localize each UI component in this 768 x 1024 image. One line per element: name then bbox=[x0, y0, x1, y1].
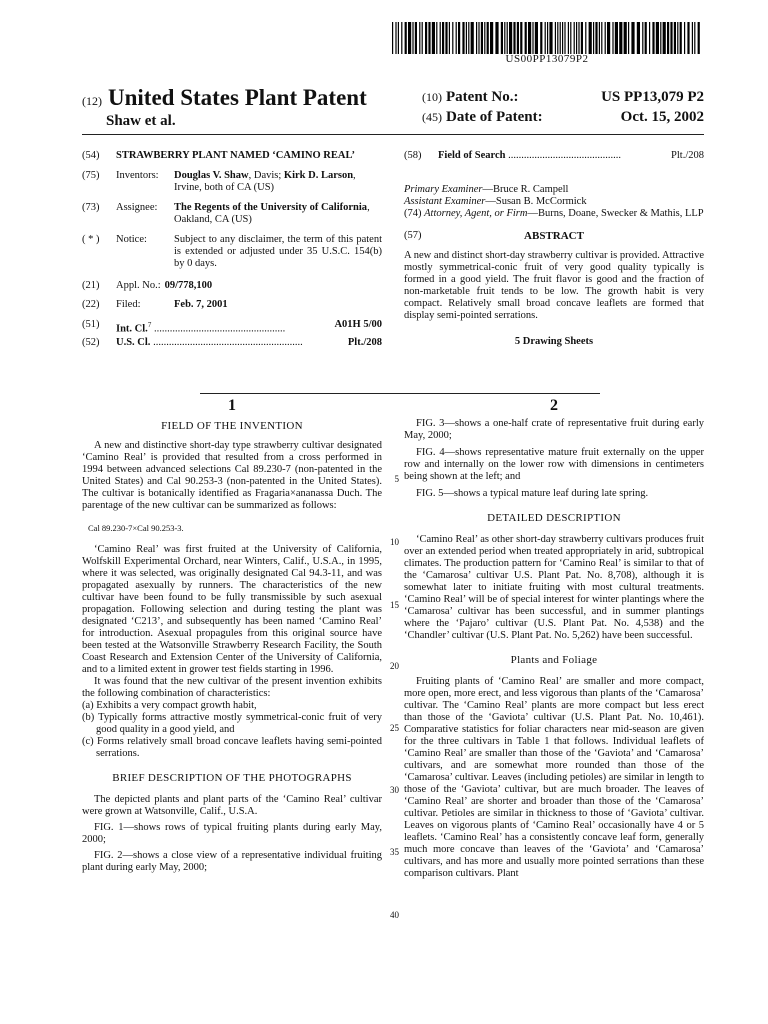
attorney-label: Attorney, Agent, or Firm bbox=[424, 208, 528, 219]
foliage-paragraph: Fruiting plants of ‘Camino Real’ are smaller and more compact, more open, more erect, and less vigorous than plants of the ‘Camarosa’ cultivar. The ‘Camino Real’ plants are more compact but less erect than those of the ‘Gaviota’ cultivar (U.S. Plant Pat. No. 10,461). Comparative statistics for foliar characters near mid-season are given for the three cultivars in Table 1 that follows. Individual leaflets of ‘Camino Real’ are smaller than those of the ‘Gaviota’ and ‘Camarosa’ cultivars, and are somewhat more rounded than those of the ‘Camarosa’ cultivar. Leaves (including petioles) are similar in length to those of the ‘Gaviota’ cultivar, but are much broader. The leaves of ‘Camino Real’ are shorter and broader than those of the ‘Camarosa’ cultivar. Petioles are similar in thickness to those of ‘Gaviota’ cultivar. Leaves on vigorous plants of ‘Camino Real’ occasionally have 4 or 5 leaflets. ‘Camino Real’ has a consistently concave leaf form, generally much more concave than leaves of the ‘Gaviota’ and ‘Camarosa’ cultivars, and has more and usually more pointed serrations than these comparison cultivars. Plant bbox=[404, 676, 704, 879]
column-1 bbox=[82, 397, 382, 874]
barcode-bar bbox=[468, 22, 469, 54]
barcode-bar bbox=[656, 22, 659, 54]
assistant-examiner bbox=[404, 196, 704, 208]
barcode-bar bbox=[599, 22, 600, 54]
fig-3-description: FIG. 3—shows a one-half crate of representative fruit during early May, 2000; bbox=[404, 418, 704, 441]
barcode-bar bbox=[422, 22, 423, 54]
appl-no-label: Appl. No.: bbox=[116, 280, 161, 291]
barcode-bar bbox=[570, 22, 571, 54]
barcode-bar bbox=[607, 22, 610, 54]
barcode-bar bbox=[642, 22, 643, 54]
barcode-bar bbox=[425, 22, 427, 54]
line-number-25: 25 bbox=[390, 723, 399, 733]
barcode-bar bbox=[677, 22, 678, 54]
barcode bbox=[392, 22, 702, 54]
barcode-bar bbox=[660, 22, 661, 54]
heading-detailed-description: DETAILED DESCRIPTION bbox=[487, 512, 621, 524]
patent-number: US PP13,079 P2 bbox=[601, 89, 704, 105]
code-54: (54) bbox=[82, 150, 100, 161]
us-cl-dots: ......................................................... bbox=[150, 336, 303, 348]
barcode-bar bbox=[547, 22, 548, 54]
parentage-formula: Cal 89.230-7×Cal 90.253-3. bbox=[88, 523, 184, 533]
characteristic-c: (c) Forms relatively small broad concave leaflets having semi-pointed serrations. bbox=[82, 736, 382, 759]
assignee-name: The Regents of the University of California bbox=[174, 202, 368, 213]
inventor-sep: , Davis; bbox=[248, 170, 284, 181]
assistant-examiner-value: —Susan B. McCormick bbox=[485, 196, 587, 207]
assistant-examiner-label: Assistant Examiner bbox=[404, 196, 486, 207]
barcode-bar bbox=[612, 22, 613, 54]
heading-plants-and-foliage: Plants and Foliage bbox=[510, 654, 598, 666]
int-cl-sup: 7 bbox=[147, 321, 152, 329]
barcode-bar bbox=[481, 22, 483, 54]
barcode-bar bbox=[593, 22, 594, 54]
assignee-label: Assignee: bbox=[116, 202, 158, 213]
barcode-bar bbox=[392, 22, 393, 54]
barcode-bar bbox=[601, 22, 602, 54]
barcode-bar bbox=[509, 22, 512, 54]
field-search-row bbox=[438, 150, 667, 162]
patent-header-right bbox=[422, 89, 704, 129]
line-number-5: 5 bbox=[394, 474, 399, 484]
column-2 bbox=[404, 397, 704, 880]
column-number-2: 2 bbox=[550, 397, 558, 414]
field-search-value: Plt./208 bbox=[671, 150, 704, 161]
code-58: (58) bbox=[404, 150, 422, 161]
barcode-bar bbox=[605, 22, 606, 54]
patent-date: Oct. 15, 2002 bbox=[620, 109, 704, 125]
barcode-bar bbox=[415, 22, 417, 54]
fig-4-description: FIG. 4—shows representative mature fruit externally on the upper row and internally on the lower row with dimensions in centimeters being shown at the left; and bbox=[404, 447, 704, 482]
inventors-label: Inventors: bbox=[116, 170, 159, 181]
line-number-20: 20 bbox=[390, 661, 399, 671]
barcode-bar bbox=[495, 22, 498, 54]
bibliographic-right bbox=[404, 150, 704, 348]
barcode-bar bbox=[456, 22, 457, 54]
us-cl-value: Plt./208 bbox=[347, 336, 382, 348]
barcode-bar bbox=[589, 22, 592, 54]
barcode-bar bbox=[412, 22, 413, 54]
line-number-30: 30 bbox=[390, 785, 399, 795]
barcode-bar bbox=[649, 22, 650, 54]
barcode-bar bbox=[619, 22, 622, 54]
primary-examiner bbox=[404, 184, 704, 196]
barcode-bar bbox=[449, 22, 450, 54]
barcode-bar bbox=[458, 22, 460, 54]
barcode-bar bbox=[637, 22, 640, 54]
characteristic-b: (b) Typically forms attractive mostly symmetrical-conic fruit of very good quality in a good yield, and bbox=[82, 712, 382, 735]
barcode-bar bbox=[680, 22, 682, 54]
barcode-bar bbox=[520, 22, 522, 54]
barcode-bar bbox=[490, 22, 493, 54]
barcode-bar bbox=[432, 22, 435, 54]
barcode-bar bbox=[401, 22, 402, 54]
bibliographic-left bbox=[82, 150, 382, 349]
line-number-40: 40 bbox=[390, 910, 399, 920]
inventors-short: Shaw et al. bbox=[106, 113, 176, 129]
fig-1-description: FIG. 1—shows rows of typical fruiting plants during early May, 2000; bbox=[82, 822, 382, 845]
code-57: (57) bbox=[404, 230, 422, 241]
filed-value: Feb. 7, 2001 bbox=[174, 299, 228, 310]
barcode-bar bbox=[687, 22, 689, 54]
barcode-bar bbox=[471, 22, 474, 54]
barcode-number: US00PP13079P2 bbox=[505, 53, 589, 65]
patent-header-left bbox=[82, 85, 367, 130]
barcode-bar bbox=[436, 22, 437, 54]
filed-label: Filed: bbox=[116, 299, 141, 310]
heading-brief-description: BRIEF DESCRIPTION OF THE PHOTOGRAPHS bbox=[112, 772, 352, 784]
barcode-bar bbox=[419, 22, 420, 54]
barcode-bar bbox=[540, 22, 542, 54]
barcode-bar bbox=[452, 22, 453, 54]
code-12: (12) bbox=[82, 94, 102, 108]
invention-title: STRAWBERRY PLANT NAMED ‘CAMINO REAL’ bbox=[116, 150, 356, 161]
barcode-bar bbox=[628, 22, 629, 54]
code-51: (51) bbox=[82, 319, 100, 330]
barcode-bar bbox=[405, 22, 407, 54]
barcode-bar bbox=[517, 22, 519, 54]
code-74: (74) bbox=[404, 208, 422, 219]
barcode-bar bbox=[694, 22, 695, 54]
code-45: (45) bbox=[422, 110, 442, 124]
code-21: (21) bbox=[82, 280, 100, 291]
detailed-paragraph: ‘Camino Real’ as other short-day strawberry cultivars produces fruit over an extended period when treated appropriately in arid, subtropical climates. The production pattern for ‘Camino Real’ is similar to that of the ‘Camarosa’ cultivar U.S. Plant Pat. No. 8,708), although it is somewhat later to initiate fruiting with most cultural treatments. ‘Camino Real’ will be of special interest for winter plantings where the ‘Camarosa’ cultivar has been successful, and in summer plantings where the ‘Pajaro’ cultivar (U.S. Plant Pat. No. 4,538) and the ‘Chandler’ cultivar (U.S. Plant Pat. No. 5,262) have been successful. bbox=[404, 534, 704, 641]
assignee-value bbox=[174, 202, 382, 226]
characteristic-a: (a) Exhibits a very compact growth habit, bbox=[82, 700, 257, 711]
characteristics-intro: It was found that the new cultivar of the present invention exhibits the following combination of characteristics: bbox=[82, 676, 382, 699]
assignee-location: , Oakland, CA (US) bbox=[174, 202, 370, 225]
barcode-bar bbox=[545, 22, 546, 54]
patent-no-label: Patent No.: bbox=[446, 89, 519, 105]
barcode-bar bbox=[652, 22, 654, 54]
line-number-10: 10 bbox=[390, 537, 399, 547]
code-75: (75) bbox=[82, 170, 100, 181]
inventor-2: Kirk D. Larson bbox=[283, 170, 354, 181]
barcode-bar bbox=[549, 22, 552, 54]
origin-paragraph: ‘Camino Real’ was first fruited at the University of California, Wolfskill Experimental Orchard, near Winters, Calif., U.S.A., in 1995, where it was selected, was originally designated Cal 94.3-11, and was propagated asexually by runners. The characteristics of the new cultivar have been found to be fully transmissible by such asexual propagation. Following selection and during testing the plant was designated ‘C213’, and subsequently has been named ‘Camino Real’ for introduction. Asexual propagules from this original source have been tested at the Watsonville Strawberry Research Facility, the South Coast Research and Extension Center of the University of California, and to a limited extent in grower test fields starting in 1996. bbox=[82, 544, 382, 675]
barcode-bar bbox=[440, 22, 441, 54]
barcode-bar bbox=[615, 22, 618, 54]
inventors-location: , Irvine, both of CA (US) bbox=[174, 170, 356, 193]
barcode-bar bbox=[501, 22, 503, 54]
barcode-bar bbox=[398, 22, 399, 54]
barcode-bar bbox=[442, 22, 444, 54]
date-label: Date of Patent: bbox=[446, 109, 543, 125]
column-number-1: 1 bbox=[228, 397, 236, 414]
int-cl-row bbox=[116, 319, 330, 336]
code-73: (73) bbox=[82, 202, 100, 213]
barcode-bar bbox=[528, 22, 531, 54]
barcode-bar bbox=[581, 22, 583, 54]
line-number-15: 15 bbox=[390, 600, 399, 610]
int-cl-label: Int. Cl. bbox=[116, 323, 148, 335]
barcode-bar bbox=[560, 22, 561, 54]
barcode-bar bbox=[667, 22, 669, 54]
us-cl-label: U.S. Cl. bbox=[116, 336, 151, 348]
primary-examiner-value: —Bruce R. Campell bbox=[482, 184, 569, 195]
notice-label: Notice: bbox=[116, 234, 147, 245]
barcode-bar bbox=[576, 22, 577, 54]
barcode-bar bbox=[408, 22, 411, 54]
barcode-bar bbox=[487, 22, 489, 54]
drawing-sheets: 5 Drawing Sheets bbox=[514, 336, 594, 347]
barcode-bar bbox=[484, 22, 485, 54]
barcode-bar bbox=[478, 22, 479, 54]
inventors-value bbox=[174, 170, 382, 194]
field-paragraph: A new and distinctive short-day type strawberry cultivar designated ‘Camino Real’ is provided that resulted from a cross performed in 1994 between advanced selections Cal 89.230-7 (non-patented in the United States) and Cal 90.253-3 (non-patented in the United States). The cultivar is botanically identified as Fragaria×ananassa Duch. The parentage of the new cultivar can be summarized as follows: bbox=[82, 440, 382, 511]
us-cl-row bbox=[116, 337, 344, 349]
barcode-bar bbox=[624, 22, 627, 54]
int-cl-dots: .................................................. bbox=[151, 323, 286, 335]
heading-field-of-invention: FIELD OF THE INVENTION bbox=[161, 420, 303, 432]
patent-title: United States Plant Patent bbox=[108, 85, 367, 110]
header-rule bbox=[82, 134, 704, 135]
fig-2-description: FIG. 2—shows a close view of a representative individual fruiting plant during early May, 2000; bbox=[82, 850, 382, 873]
primary-examiner-label: Primary Examiner bbox=[404, 184, 483, 195]
barcode-bar bbox=[445, 22, 447, 54]
notice-text: Subject to any disclaimer, the term of this patent is extended or adjusted under 35 U.S.C. 154(b) by 0 days. bbox=[174, 234, 382, 269]
line-number-35: 35 bbox=[390, 847, 399, 857]
barcode-bar bbox=[578, 22, 579, 54]
barcode-bar bbox=[476, 22, 477, 54]
field-search-dots: ........................................... bbox=[505, 150, 621, 161]
abstract-title: ABSTRACT bbox=[524, 230, 584, 242]
code-52: (52) bbox=[82, 336, 100, 348]
code-notice: ( * ) bbox=[82, 234, 100, 245]
barcode-bar bbox=[684, 22, 685, 54]
barcode-bar bbox=[557, 22, 558, 54]
barcode-bar bbox=[631, 22, 634, 54]
barcode-bar bbox=[663, 22, 666, 54]
barcode-bar bbox=[525, 22, 527, 54]
fig-5-description: FIG. 5—shows a typical mature leaf during late spring. bbox=[416, 488, 649, 499]
barcode-bar bbox=[564, 22, 565, 54]
barcode-bar bbox=[428, 22, 430, 54]
body-rule bbox=[200, 393, 600, 394]
barcode-bar bbox=[674, 22, 676, 54]
barcode-bar bbox=[513, 22, 515, 54]
field-search-label: Field of Search bbox=[438, 150, 506, 161]
barcode-bar bbox=[535, 22, 538, 54]
barcode-bar bbox=[574, 22, 575, 54]
abstract-text: A new and distinct short-day strawberry cultivar is provided. Attractive mostly symmetrical-conic fruit of very good quality typically is formed in a good yield. The fruit flavor is good and the fraction of non-marketable fruit tends to be low. The growth habit is very compact. Relatively small broad concave leaflets are formed that display semi-pointed serrations. bbox=[404, 250, 704, 321]
barcode-bar bbox=[466, 22, 467, 54]
inventor-1: Douglas V. Shaw bbox=[174, 170, 249, 181]
appl-no-value: 09/778,100 bbox=[164, 280, 213, 291]
code-10: (10) bbox=[422, 90, 442, 104]
barcode-bar bbox=[555, 22, 556, 54]
attorney bbox=[404, 208, 704, 220]
int-cl-value: A01H 5/00 bbox=[334, 319, 382, 330]
barcode-bar bbox=[462, 22, 464, 54]
barcode-bar bbox=[504, 22, 505, 54]
barcode-bar bbox=[507, 22, 508, 54]
photographs-paragraph: The depicted plants and plant parts of the ‘Camino Real’ cultivar were grown at Watsonville, Calif., U.S.A. bbox=[82, 794, 382, 817]
barcode-bar bbox=[395, 22, 396, 54]
barcode-bar bbox=[532, 22, 533, 54]
attorney-value: —Burns, Doane, Swecker & Mathis, LLP bbox=[527, 208, 704, 219]
code-22: (22) bbox=[82, 299, 100, 310]
barcode-bar bbox=[645, 22, 647, 54]
barcode-bar bbox=[585, 22, 586, 54]
barcode-bar bbox=[698, 22, 700, 54]
barcode-bar bbox=[692, 22, 693, 54]
barcode-bar bbox=[568, 22, 569, 54]
barcode-bar bbox=[595, 22, 597, 54]
barcode-bar bbox=[562, 22, 563, 54]
barcode-bar bbox=[670, 22, 672, 54]
